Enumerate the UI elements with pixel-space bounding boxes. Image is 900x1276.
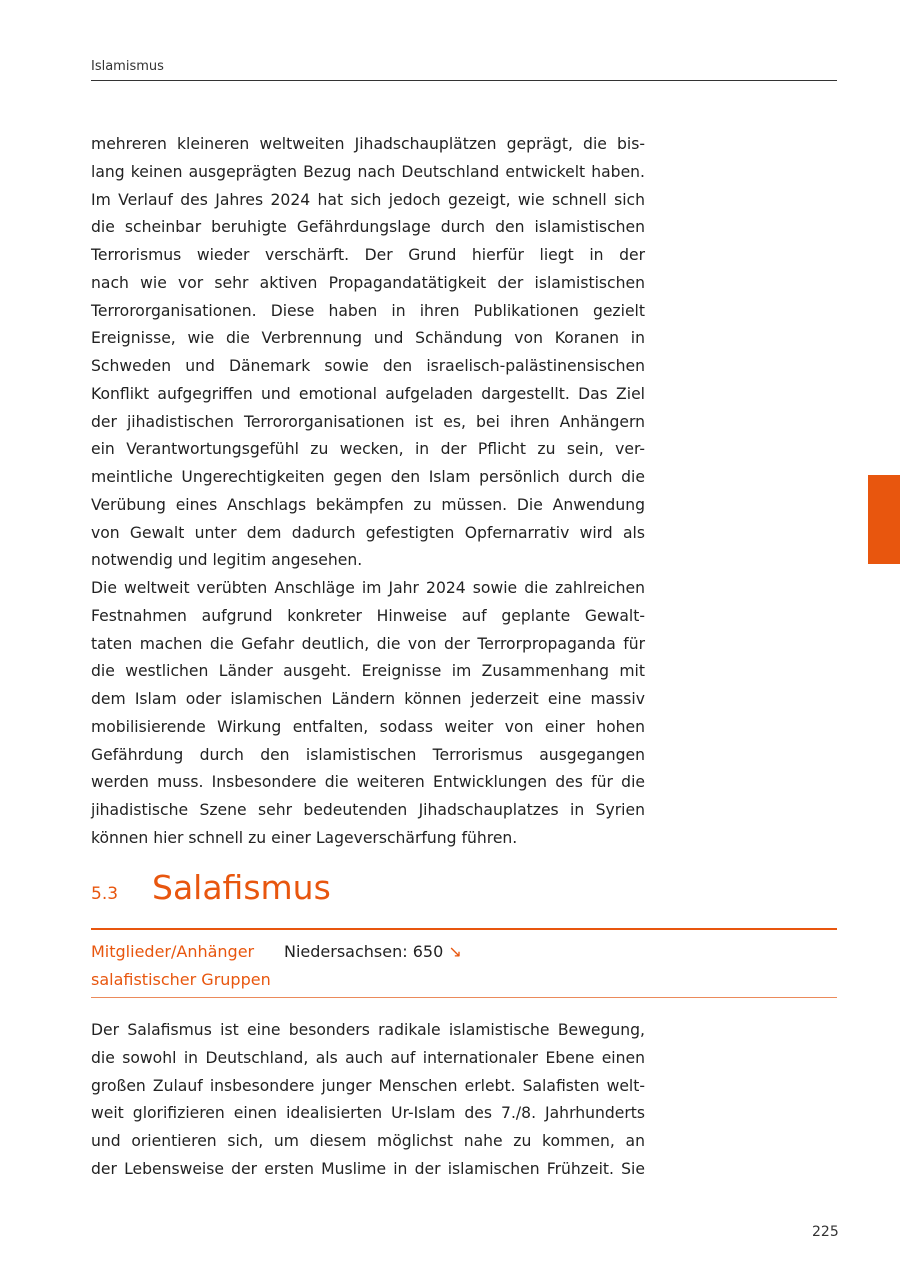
text-line: großen Zulauf insbesondere junger Menschen erlebt. Salafisten welt- bbox=[91, 1076, 645, 1095]
section-rule-bottom bbox=[91, 997, 837, 998]
text-line: mobilisierende Wirkung entfalten, sodass weiter von einer hohen bbox=[91, 717, 645, 736]
stat-label-line: Mitglieder/Anhänger bbox=[91, 942, 255, 961]
body-paragraph bbox=[91, 575, 645, 853]
text-line: der jihadistischen Terrororganisationen ist es, bei ihren Anhängern bbox=[91, 412, 645, 431]
text-line: nach wie vor sehr aktiven Propagandatätigkeit der islamistischen bbox=[91, 273, 645, 292]
section-title: Salafismus bbox=[152, 868, 331, 907]
text-line: notwendig und legitim angesehen. bbox=[91, 551, 363, 570]
page-number: 225 bbox=[812, 1224, 839, 1240]
chapter-tab-marker bbox=[868, 475, 900, 564]
text-line: Schweden und Dänemark sowie den israelisch-palästinensischen bbox=[91, 357, 645, 375]
running-header: Islamismus bbox=[91, 59, 164, 74]
text-line: Die weltweit verübten Anschläge im Jahr 2024 sowie die zahlreichen bbox=[91, 579, 645, 597]
stat-label bbox=[91, 938, 271, 994]
text-line: werden muss. Insbesondere die weiteren Entwicklungen des für die bbox=[91, 773, 645, 792]
body-paragraph bbox=[91, 131, 645, 575]
text-line: von Gewalt unter dem dadurch gefestigten Opfernarrativ wird als bbox=[91, 523, 645, 542]
body-paragraph bbox=[91, 1017, 645, 1184]
text-line: meintliche Ungerechtigkeiten gegen den Islam persönlich durch die bbox=[91, 468, 645, 486]
text-line: Terrorismus wieder verschärft. Der Grund hierfür liegt in der bbox=[91, 246, 645, 264]
text-line: der Lebensweise der ersten Muslime in der islamischen Frühzeit. Sie bbox=[91, 1159, 645, 1178]
header-divider bbox=[91, 80, 837, 81]
text-line: Ereignisse, wie die Verbrennung und Schändung von Koranen in bbox=[91, 329, 645, 348]
text-line: die sowohl in Deutschland, als auch auf internationaler Ebene einen bbox=[91, 1048, 645, 1067]
text-line: Konflikt aufgegriffen und emotional aufgeladen dargestellt. Das Ziel bbox=[91, 384, 645, 403]
text-line: Im Verlauf des Jahres 2024 hat sich jedoch gezeigt, wie schnell sich bbox=[91, 190, 645, 209]
text-line: können hier schnell zu einer Lageverschärfung führen. bbox=[91, 828, 518, 847]
text-line: die scheinbar beruhigte Gefährdungslage durch den islamistischen bbox=[91, 218, 645, 237]
text-line: Verübung eines Anschlags bekämpfen zu müssen. Die Anwendung bbox=[91, 495, 645, 514]
stat-label-line: salafistischer Gruppen bbox=[91, 970, 271, 989]
section-number: 5.3 bbox=[91, 884, 119, 904]
trend-down-icon: ↘ bbox=[448, 942, 462, 961]
text-line: und orientieren sich, um diesem möglichst nahe zu kommen, an bbox=[91, 1132, 645, 1150]
text-line: jihadistische Szene sehr bedeutenden Jihadschauplatzes in Syrien bbox=[91, 801, 645, 819]
section-rule-top bbox=[91, 928, 837, 930]
text-line: Der Salafismus ist eine besonders radikale islamistische Bewegung, bbox=[91, 1021, 645, 1039]
stat-value bbox=[284, 938, 462, 966]
text-line: weit glorifizieren einen idealisierten Ur-Islam des 7./8. Jahrhunderts bbox=[91, 1104, 645, 1123]
text-line: Festnahmen aufgrund konkreter Hinweise auf geplante Gewalt- bbox=[91, 606, 645, 625]
text-line: Terrororganisationen. Diese haben in ihren Publikationen gezielt bbox=[91, 301, 645, 320]
text-line: die westlichen Länder ausgeht. Ereignisse im Zusammenhang mit bbox=[91, 662, 645, 681]
stat-value-text: Niedersachsen: 650 bbox=[284, 942, 444, 961]
text-line: lang keinen ausgeprägten Bezug nach Deutschland entwickelt haben. bbox=[91, 162, 645, 181]
text-line: ein Verantwortungsgefühl zu wecken, in der Pflicht zu sein, ver- bbox=[91, 440, 645, 459]
text-line: dem Islam oder islamischen Ländern können jederzeit eine massiv bbox=[91, 690, 645, 708]
text-line: taten machen die Gefahr deutlich, die von der Terrorpropaganda für bbox=[91, 634, 645, 653]
text-line: Gefährdung durch den islamistischen Terrorismus ausgegangen bbox=[91, 745, 645, 764]
text-line: mehreren kleineren weltweiten Jihadschauplätzen geprägt, die bis- bbox=[91, 135, 645, 153]
